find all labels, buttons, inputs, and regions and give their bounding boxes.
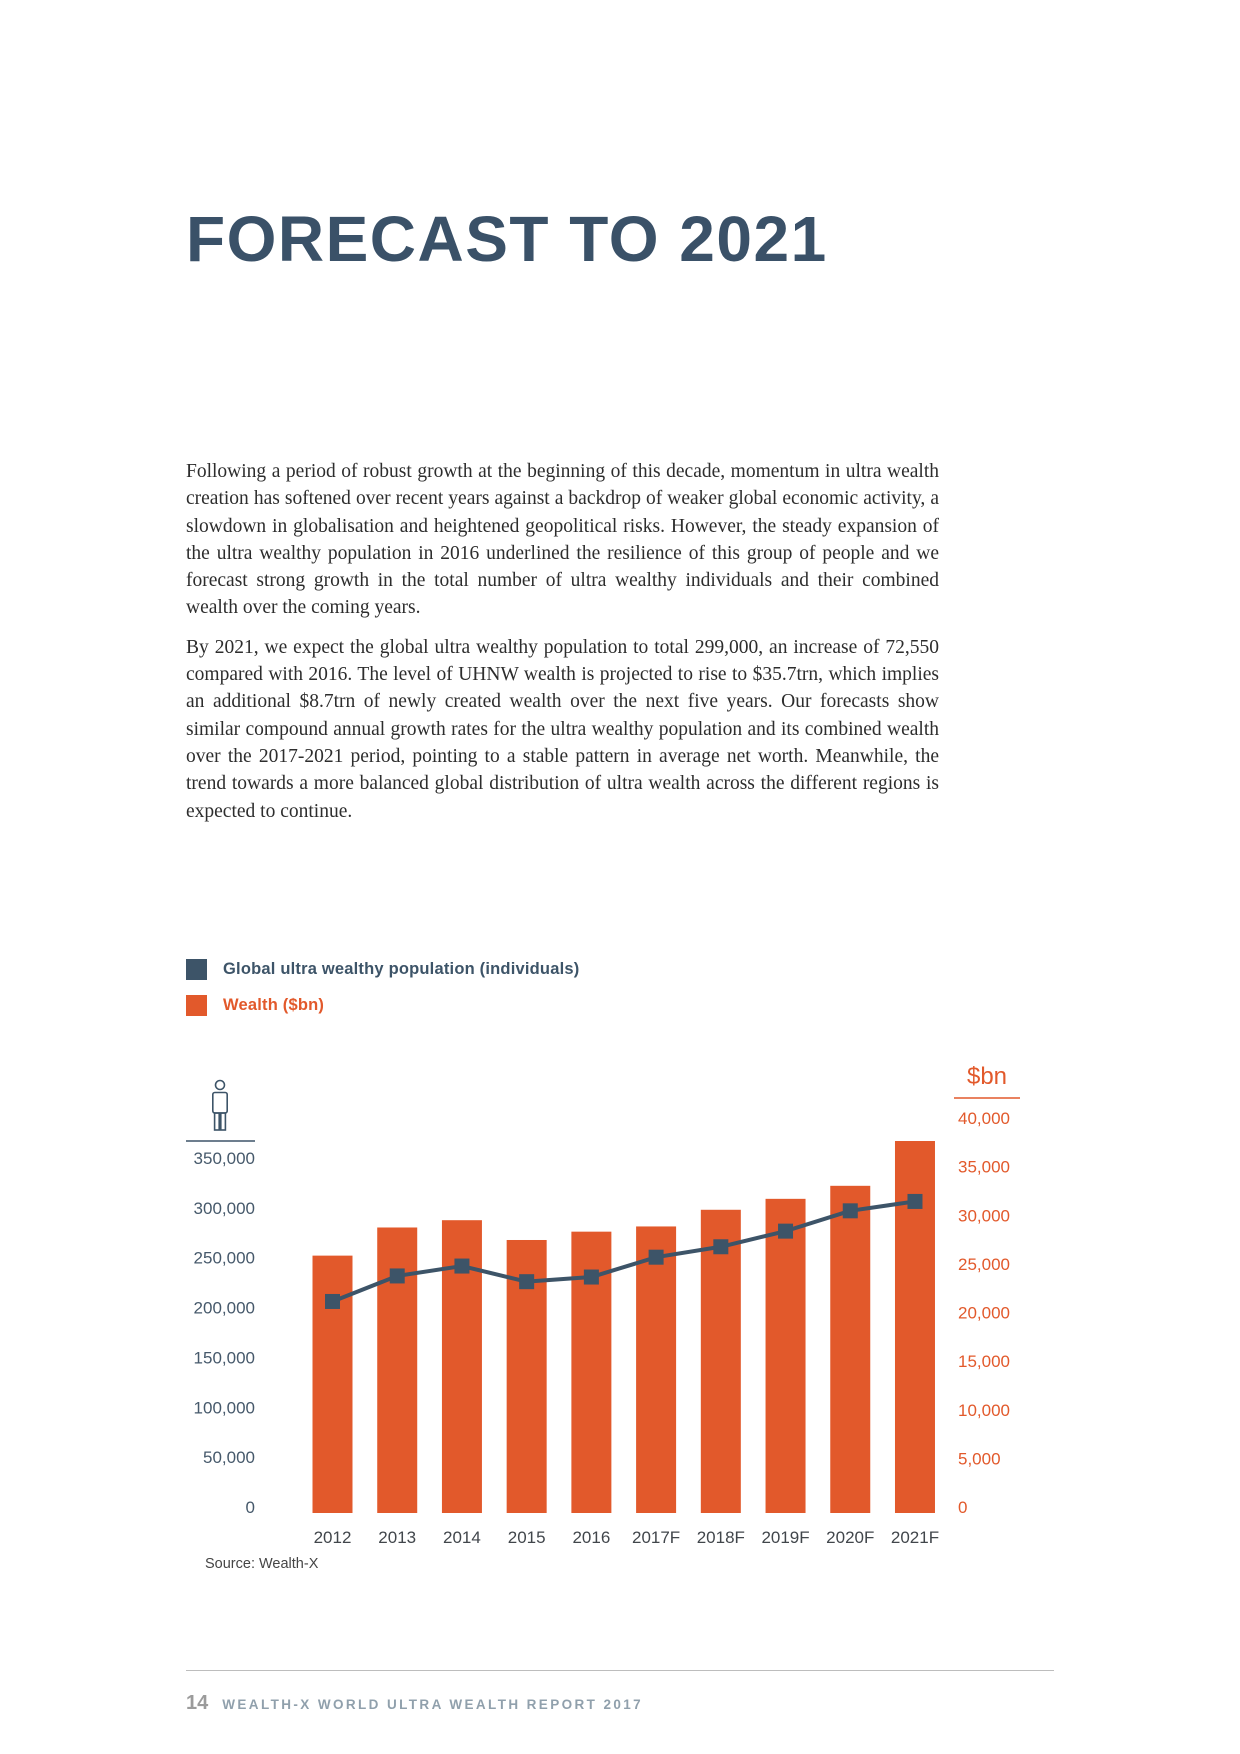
legend-item-population bbox=[186, 959, 579, 980]
x-label-2016: 2016 bbox=[572, 1528, 611, 1547]
source-note: Source: Wealth-X bbox=[205, 1556, 319, 1572]
marker-2017F bbox=[649, 1250, 664, 1265]
population-polyline bbox=[333, 1201, 915, 1301]
x-label-2018F: 2018F bbox=[696, 1528, 745, 1547]
wealth-bars bbox=[313, 1141, 935, 1513]
x-axis-labels bbox=[314, 1528, 939, 1547]
right-axis-ticks bbox=[958, 1109, 1010, 1517]
x-label-2019F: 2019F bbox=[761, 1528, 810, 1547]
paragraph-1: Following a period of robust growth at the beginning of this decade, momentum in ultra wealth creation has softened over recent years against a backdrop of weaker global economic activity, a slowdown in globalisation and heightened geopolitical risks. However, the steady expansion of the ultra wealthy population in 2016 underlined the resilience of this group of people and we forecast strong growth in the total number of ultra wealthy individuals and their combined wealth over the coming years. bbox=[186, 461, 939, 619]
marker-2014 bbox=[454, 1259, 469, 1274]
left-tick-150,000: 150,000 bbox=[193, 1348, 255, 1368]
x-label-2015: 2015 bbox=[507, 1528, 546, 1547]
bar-2017F bbox=[636, 1226, 676, 1513]
footer-divider bbox=[186, 1670, 1054, 1671]
right-tick-5,000: 5,000 bbox=[958, 1449, 1001, 1469]
x-label-2014: 2014 bbox=[443, 1528, 481, 1547]
left-tick-200,000: 200,000 bbox=[193, 1298, 255, 1318]
marker-2016 bbox=[584, 1270, 599, 1285]
left-tick-350,000: 350,000 bbox=[193, 1149, 255, 1168]
left-tick-300,000: 300,000 bbox=[193, 1198, 255, 1218]
right-tick-20,000: 20,000 bbox=[958, 1303, 1010, 1323]
marker-2015 bbox=[519, 1274, 534, 1289]
page-number: 14 bbox=[186, 1692, 209, 1714]
body-text bbox=[186, 458, 939, 837]
bar-2020F bbox=[830, 1186, 870, 1513]
page-footer bbox=[186, 1692, 643, 1715]
left-axis-ticks bbox=[194, 1149, 255, 1517]
page-title: FORECAST TO 2021 bbox=[186, 203, 828, 275]
x-label-2017F: 2017F bbox=[631, 1528, 681, 1547]
legend-label-wealth: Wealth ($bn) bbox=[223, 996, 325, 1014]
x-label-2012: 2012 bbox=[313, 1528, 352, 1547]
right-axis-title: $bn bbox=[966, 1063, 1008, 1090]
x-label-2021F: 2021F bbox=[890, 1528, 940, 1547]
marker-2018F bbox=[713, 1239, 728, 1254]
footer-report-title: WEALTH-X WORLD ULTRA WEALTH REPORT 2017 bbox=[222, 1697, 644, 1712]
legend-item-wealth bbox=[186, 995, 579, 1016]
right-tick-15,000: 15,000 bbox=[958, 1352, 1010, 1372]
paragraph-2: By 2021, we expect the global ultra wealthy population to total 299,000, an increase of 72,550 compared with 2016. The level of UHNW wealth is projected to rise to $35.7trn, which implies an additional $8.7trn of newly created wealth over the next five years. Our forecasts show similar compound annual growth rates for the ultra wealthy population and its combined wealth over the 2017-2021 period, pointing to a stable pattern in average net worth. Meanwhile, the trend towards a more balanced global distribution of ultra wealth across the different regions is expected to continue. bbox=[186, 636, 939, 822]
left-tick-50,000: 50,000 bbox=[203, 1448, 255, 1468]
marker-2019F bbox=[778, 1224, 793, 1239]
marker-2020F bbox=[843, 1203, 858, 1218]
population-swatch-icon bbox=[186, 959, 207, 980]
right-tick-10,000: 10,000 bbox=[958, 1400, 1010, 1420]
bar-2018F bbox=[701, 1210, 741, 1513]
left-tick-100,000: 100,000 bbox=[193, 1398, 255, 1418]
forecast-combo-chart bbox=[0, 1040, 1240, 1560]
right-tick-35,000: 35,000 bbox=[958, 1157, 1010, 1177]
right-tick-0: 0 bbox=[958, 1498, 968, 1517]
x-label-2020F: 2020F bbox=[826, 1528, 875, 1547]
marker-2021F bbox=[907, 1194, 922, 1209]
bar-2019F bbox=[766, 1199, 806, 1513]
right-tick-30,000: 30,000 bbox=[958, 1206, 1010, 1226]
person-icon bbox=[213, 1081, 227, 1131]
right-tick-40,000: 40,000 bbox=[958, 1109, 1010, 1128]
left-tick-250,000: 250,000 bbox=[193, 1248, 255, 1268]
chart-legend bbox=[186, 959, 579, 1016]
legend-label-population: Global ultra wealthy population (individuals) bbox=[223, 960, 580, 978]
marker-2012 bbox=[325, 1294, 340, 1309]
marker-2013 bbox=[390, 1268, 405, 1283]
x-label-2013: 2013 bbox=[378, 1528, 417, 1547]
wealth-swatch-icon bbox=[186, 995, 207, 1016]
right-tick-25,000: 25,000 bbox=[958, 1254, 1010, 1274]
left-tick-0: 0 bbox=[245, 1497, 255, 1517]
